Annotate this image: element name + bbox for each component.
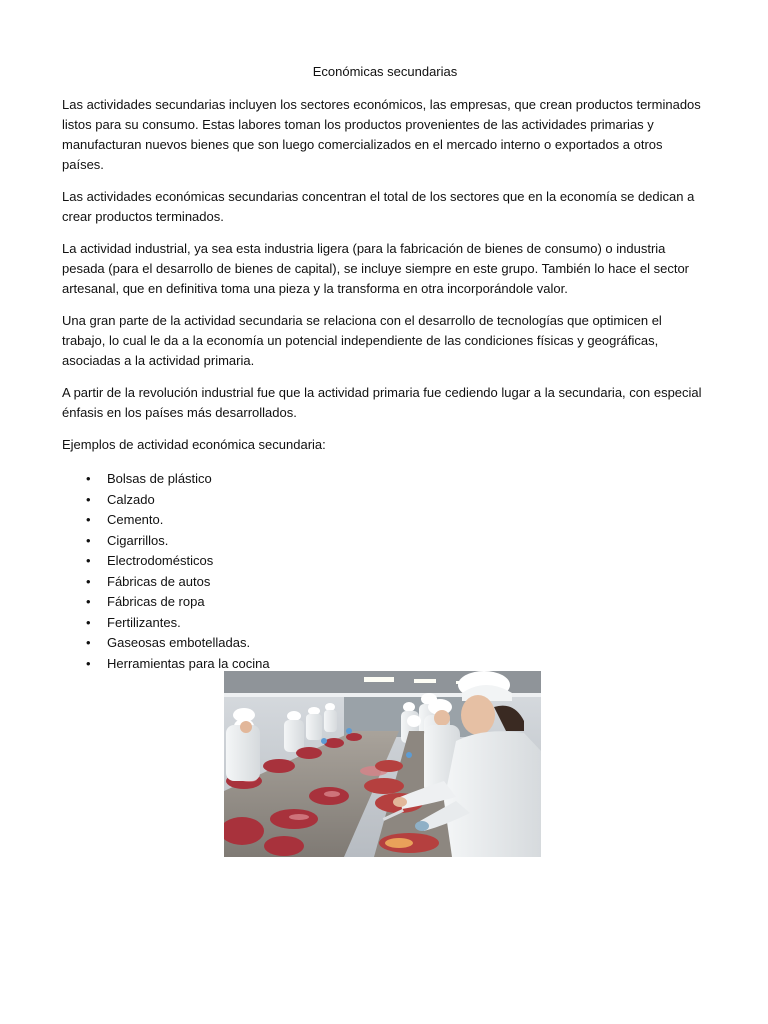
document-title: Económicas secundarias (312, 64, 458, 79)
list-item-label: Herramientas para la cocina (107, 655, 270, 671)
paragraph: Las actividades económicas secundarias concentran el total de los sectores que en la economía se dedican a crear productos terminados. (62, 189, 695, 224)
meat-processing-photo (224, 671, 541, 857)
bullet-icon: • (86, 532, 91, 548)
list-item (62, 592, 708, 613)
paragraph: Las actividades secundarias incluyen los sectores económicos, las empresas, que crean productos terminados listos para su consumo. Estas labores toman los productos provenientes de las actividades primarias y manufacturan nuevos bienes que son luego comercializados en el mercado interno o exportados a otros países. (62, 97, 701, 172)
list-item-label: Fábricas de ropa (107, 594, 205, 609)
list-item (62, 510, 708, 531)
bullet-icon: • (86, 471, 91, 486)
list-item-label: Electrodomésticos (107, 553, 214, 568)
document-body (62, 62, 708, 674)
paragraph: A partir de la revolución industrial fue que la actividad primaria fue cediendo lugar a la secundaria, con especial énfasis en los países más desarrollados. (62, 385, 702, 420)
paragraph: Una gran parte de la actividad secundaria se relaciona con el desarrollo de tecnologías que optimicen el trabajo, lo cual le da a la economía un potencial independiente de las condiciones físicas y geográficas, asociadas a la actividad primaria. (62, 313, 662, 368)
bullet-icon: • (86, 512, 91, 527)
list-item-label: Fertilizantes. (107, 614, 181, 630)
list-item (62, 551, 708, 572)
list-item-label: Gaseosas embotelladas. (107, 635, 251, 650)
bullet-icon: • (86, 614, 91, 630)
bullet-icon: • (86, 553, 91, 568)
examples-heading: Ejemplos de actividad económica secundaria: (62, 437, 326, 452)
list-item-label: Bolsas de plástico (107, 471, 212, 486)
list-item-label: Calzado (107, 491, 155, 507)
list-item-label: Fábricas de autos (107, 573, 211, 589)
list-item-label: Cemento. (107, 512, 164, 527)
bullet-icon: • (86, 594, 91, 609)
list-item (62, 490, 708, 511)
paragraph: La actividad industrial, ya sea esta industria ligera (para la fabricación de bienes de consumo) o industria pesada (para el desarrollo de bienes de capital), se incluye siempre en este grupo. También lo hace el sector artesanal, que en definitiva toma una pieza y la transforma en otra incorporándole valor. (62, 241, 690, 296)
examples-list (62, 469, 708, 674)
list-item-label: Cigarrillos. (107, 532, 169, 548)
bullet-icon: • (86, 491, 91, 507)
list-item (62, 531, 708, 552)
bullet-icon: • (86, 635, 91, 650)
bullet-icon: • (86, 655, 91, 671)
list-item (62, 469, 708, 490)
list-item (62, 572, 708, 593)
list-item (62, 613, 708, 634)
list-item (62, 633, 708, 654)
bullet-icon: • (86, 573, 91, 589)
